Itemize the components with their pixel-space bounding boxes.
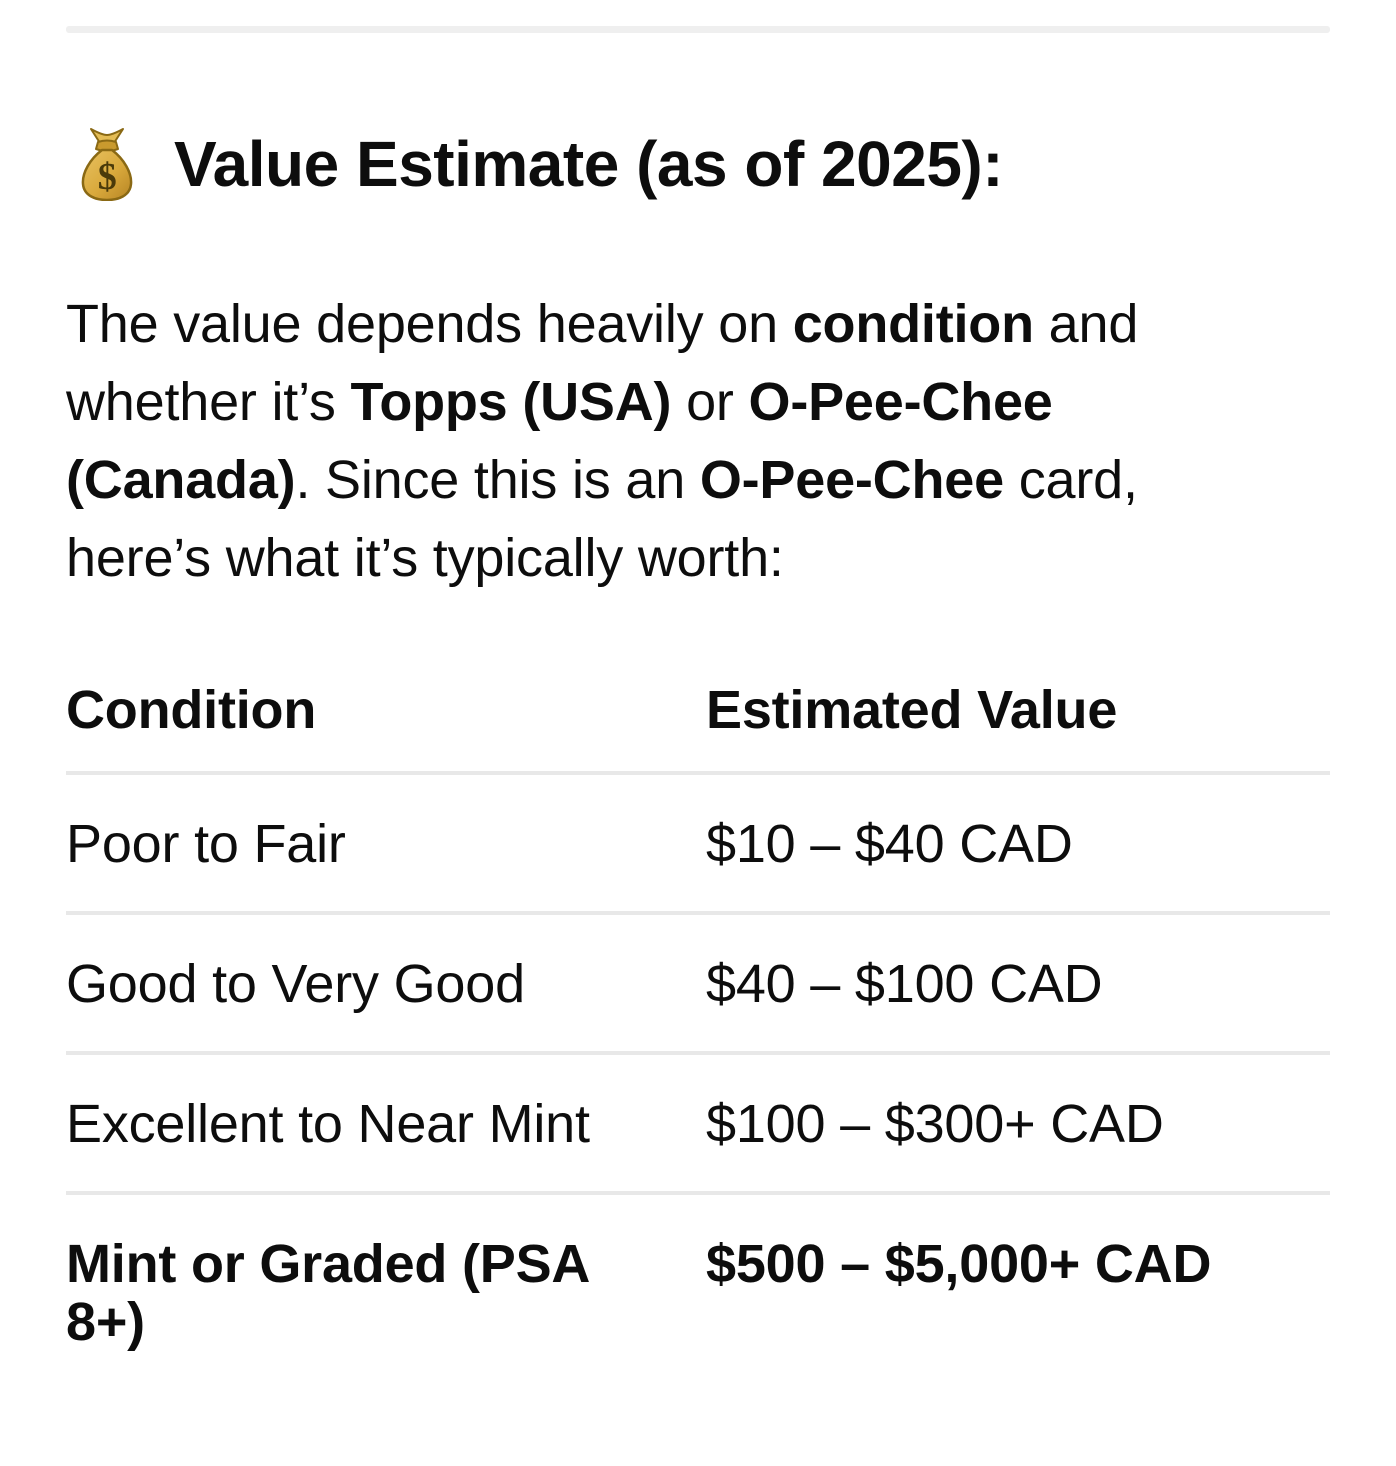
value-cell: $40 – $100 CAD	[706, 913, 1330, 1053]
chat-message-content	[0, 26, 1396, 1389]
table-row	[66, 1193, 1330, 1389]
value-cell: $10 – $40 CAD	[706, 773, 1330, 913]
table-row	[66, 773, 1330, 913]
table-row	[66, 913, 1330, 1053]
column-header-estimated-value: Estimated Value	[706, 681, 1330, 773]
value-cell: $100 – $300+ CAD	[706, 1053, 1330, 1193]
table-row	[66, 1053, 1330, 1193]
condition-cell: Excellent to Near Mint	[66, 1053, 706, 1193]
value-estimate-table	[66, 681, 1330, 1389]
condition-cell: Poor to Fair	[66, 773, 706, 913]
intro-paragraph: The value depends heavily on condition and whether it’s Topps (USA) or O-Pee-Chee (Canada). Since this is an O-Pee-Chee card, here’s what it’s typically worth:	[66, 294, 1139, 588]
cropped-element-edge	[66, 26, 1330, 33]
section-heading	[66, 125, 1330, 203]
condition-cell: Mint or Graded (PSA 8+)	[66, 1234, 589, 1352]
value-cell: $500 – $5,000+ CAD	[706, 1234, 1212, 1294]
money-bag-icon	[78, 127, 136, 201]
condition-cell: Good to Very Good	[66, 913, 706, 1053]
table-header-row	[66, 681, 1330, 773]
column-header-condition: Condition	[66, 681, 706, 773]
section-heading-text: Value Estimate (as of 2025):	[174, 128, 1004, 200]
svg-text:$: $	[97, 156, 117, 198]
